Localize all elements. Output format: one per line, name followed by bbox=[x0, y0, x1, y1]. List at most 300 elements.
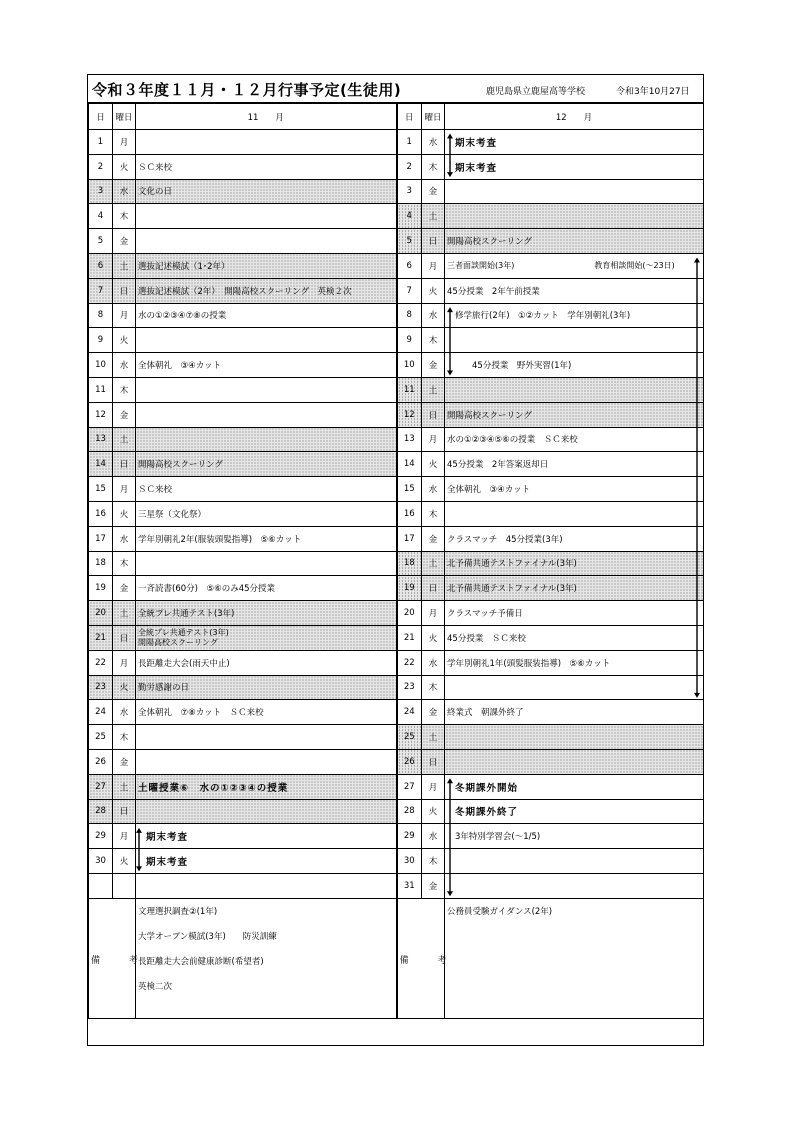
table-row bbox=[89, 551, 704, 576]
dec-event bbox=[445, 749, 704, 774]
nov-event-text: 期末考査 bbox=[146, 857, 189, 868]
nov-event-text: 水の①②③④⑦⑧の授業 bbox=[138, 311, 227, 322]
nov-weekday-text: 木 bbox=[119, 385, 129, 396]
nov-event-text: 一斉読書(60分) ⑤⑥のみ45分授業 bbox=[138, 584, 276, 595]
nov-weekday-text: 水 bbox=[119, 361, 129, 372]
dec-weekday bbox=[422, 824, 445, 849]
table-row bbox=[89, 873, 704, 898]
notes-label-nov bbox=[89, 898, 149, 1018]
dec-weekday-text: 日 bbox=[428, 584, 438, 595]
dec-day bbox=[397, 130, 422, 155]
nov-weekday bbox=[113, 526, 136, 551]
dec-event bbox=[445, 130, 704, 155]
dec-day bbox=[397, 179, 422, 204]
nov-day-text: 23 bbox=[95, 682, 106, 693]
notes-label-dec bbox=[397, 898, 457, 1018]
dec-event-text: 学年別朝礼1年(頭髪服装指導) ⑤⑥カット bbox=[447, 658, 611, 669]
col-header-dow-nov: 曜日 bbox=[113, 104, 136, 130]
nov-day-text: 26 bbox=[95, 756, 106, 767]
nov-event-text: 文化の日 bbox=[138, 187, 173, 198]
dec-event-text: 45分授業 野外実習(1年) bbox=[455, 361, 572, 372]
nov-weekday bbox=[113, 625, 136, 650]
nov-weekday bbox=[113, 551, 136, 576]
table-row bbox=[89, 576, 704, 601]
dec-weekday-text: 土 bbox=[428, 212, 438, 223]
dec-event-text: 終業式 朝課外終了 bbox=[447, 708, 524, 719]
nov-event bbox=[136, 353, 397, 378]
dec-weekday-text: 木 bbox=[428, 857, 438, 867]
dec-event bbox=[445, 873, 704, 898]
dec-day bbox=[397, 576, 422, 601]
dec-weekday-text: 日 bbox=[428, 237, 438, 248]
dec-day-text: 7 bbox=[406, 285, 412, 296]
nov-weekday bbox=[113, 749, 136, 774]
dec-event bbox=[445, 824, 704, 849]
nov-day-text: 19 bbox=[95, 583, 106, 594]
nov-event bbox=[136, 675, 397, 700]
nov-weekday-text: 日 bbox=[119, 460, 129, 471]
dec-weekday-text: 月 bbox=[428, 435, 438, 446]
dec-day-text: 19 bbox=[403, 583, 415, 594]
nov-day bbox=[89, 377, 113, 402]
notes-row bbox=[89, 898, 704, 1018]
nov-day-text: 7 bbox=[97, 285, 104, 296]
dec-weekday-text: 日 bbox=[428, 757, 438, 768]
nov-event bbox=[136, 625, 397, 650]
dec-weekday bbox=[422, 675, 445, 700]
dec-event bbox=[445, 526, 704, 551]
dec-event-text: 開陽高校スクーリング bbox=[447, 237, 532, 248]
dec-day bbox=[397, 427, 422, 452]
nov-weekday bbox=[113, 873, 136, 898]
nov-event-text: 土曜授業⑥ 水の①②③④の授業 bbox=[138, 782, 289, 794]
nov-weekday bbox=[113, 204, 136, 229]
dec-weekday bbox=[422, 253, 445, 278]
dec-day bbox=[397, 675, 422, 700]
dec-day-text: 22 bbox=[403, 657, 415, 668]
table-row bbox=[89, 452, 704, 477]
dec-weekday-text: 金 bbox=[428, 708, 438, 719]
col-header-day-nov: 日 bbox=[89, 104, 113, 130]
dec-day-text: 17 bbox=[403, 533, 415, 544]
nov-weekday bbox=[113, 154, 136, 179]
nov-event-text: 期末考査 bbox=[146, 832, 189, 844]
dec-day bbox=[397, 849, 422, 874]
dec-weekday bbox=[422, 700, 445, 725]
dec-day bbox=[397, 253, 422, 278]
nov-event bbox=[136, 774, 397, 799]
dec-weekday-text: 水 bbox=[428, 311, 438, 322]
nov-day-text: 17 bbox=[95, 533, 106, 544]
nov-day-text: 3 bbox=[97, 186, 104, 197]
dec-weekday-text: 土 bbox=[428, 559, 438, 570]
nov-weekday bbox=[113, 229, 136, 254]
dec-day-text: 9 bbox=[406, 335, 412, 346]
nov-day bbox=[89, 278, 113, 303]
table-row bbox=[89, 402, 704, 427]
nov-day-text: 2 bbox=[97, 161, 104, 172]
nov-event-text: 学年別朝礼2年(服装頭髪指導) ⑤⑥カット bbox=[138, 534, 302, 545]
dec-day-text: 6 bbox=[406, 260, 412, 271]
nov-weekday bbox=[113, 353, 136, 378]
nov-day bbox=[89, 303, 113, 328]
dec-event bbox=[445, 650, 704, 675]
dec-event bbox=[445, 849, 704, 874]
dec-day-text: 16 bbox=[403, 508, 415, 519]
nov-event bbox=[136, 303, 397, 328]
dec-weekday bbox=[422, 353, 445, 378]
dec-weekday bbox=[422, 799, 445, 824]
dec-event bbox=[445, 501, 704, 526]
dec-day-text: 28 bbox=[403, 806, 415, 817]
dec-day bbox=[397, 551, 422, 576]
dec-weekday bbox=[422, 774, 445, 799]
dec-weekday bbox=[422, 303, 445, 328]
table-row bbox=[89, 601, 704, 626]
nov-day bbox=[89, 477, 113, 502]
nov-day-text: 5 bbox=[97, 236, 104, 247]
nov-weekday-text: 火 bbox=[119, 509, 129, 520]
dec-weekday-text: 木 bbox=[428, 509, 438, 520]
dec-day-text: 18 bbox=[403, 558, 415, 569]
dec-weekday bbox=[422, 328, 445, 353]
nov-weekday-text: 木 bbox=[119, 559, 129, 570]
dec-weekday bbox=[422, 130, 445, 155]
nov-weekday-text: 日 bbox=[119, 633, 129, 644]
nov-weekday-text: 火 bbox=[119, 162, 129, 173]
dec-event bbox=[445, 353, 704, 378]
table-row bbox=[89, 278, 704, 303]
nov-weekday-text: 金 bbox=[119, 237, 129, 248]
table-row bbox=[89, 675, 704, 700]
col-header-november: 11 月 bbox=[136, 104, 397, 130]
nov-day-text: 6 bbox=[97, 260, 104, 271]
dec-day bbox=[397, 700, 422, 725]
dec-event-text: 冬期課外終了 bbox=[455, 807, 519, 819]
dec-day bbox=[397, 353, 422, 378]
nov-event bbox=[136, 700, 397, 725]
nov-event-text: 全統プレ共通テスト(3年) bbox=[138, 609, 235, 620]
table-row bbox=[89, 130, 704, 155]
nov-event bbox=[136, 402, 397, 427]
nov-day-text: 10 bbox=[95, 360, 106, 371]
dec-day bbox=[397, 774, 422, 799]
table-row bbox=[89, 377, 704, 402]
dec-event-text bbox=[447, 335, 455, 345]
dec-day-text: 23 bbox=[403, 682, 415, 693]
dec-day bbox=[397, 278, 422, 303]
dec-day-text: 25 bbox=[403, 732, 415, 743]
dec-event bbox=[445, 253, 704, 278]
nov-event bbox=[136, 526, 397, 551]
table-row bbox=[89, 824, 704, 849]
nov-event bbox=[136, 725, 397, 750]
dec-weekday bbox=[422, 278, 445, 303]
nov-event bbox=[136, 650, 397, 675]
nov-weekday bbox=[113, 402, 136, 427]
dec-weekday bbox=[422, 601, 445, 626]
nov-day bbox=[89, 824, 113, 849]
nov-weekday bbox=[113, 576, 136, 601]
note-item: 英検二次 bbox=[138, 981, 173, 992]
nov-day bbox=[89, 551, 113, 576]
dec-weekday-text: 火 bbox=[428, 460, 438, 471]
nov-day-text: 12 bbox=[95, 409, 106, 420]
nov-weekday-text: 月 bbox=[119, 832, 129, 843]
nov-day-text: 13 bbox=[95, 434, 106, 445]
dec-weekday-text: 金 bbox=[428, 534, 438, 545]
nov-day-text: 28 bbox=[95, 806, 106, 817]
table-row bbox=[89, 328, 704, 353]
dec-weekday bbox=[422, 650, 445, 675]
dec-day-text: 14 bbox=[403, 459, 415, 470]
nov-weekday-text: 日 bbox=[119, 807, 129, 818]
dec-event bbox=[445, 402, 704, 427]
table-row bbox=[89, 229, 704, 254]
dec-day-text: 27 bbox=[403, 781, 415, 792]
nov-day-text: 1 bbox=[97, 136, 104, 147]
nov-weekday-text: 金 bbox=[119, 410, 129, 421]
nov-day-text: 11 bbox=[95, 384, 106, 395]
dec-weekday bbox=[422, 427, 445, 452]
nov-day bbox=[89, 526, 113, 551]
dec-weekday-text: 水 bbox=[428, 658, 438, 669]
note-item: 文理選択調査②(1年) bbox=[138, 906, 218, 917]
dec-weekday bbox=[422, 625, 445, 650]
nov-event bbox=[136, 253, 397, 278]
dec-day-text: 1 bbox=[406, 136, 412, 147]
dec-day bbox=[397, 650, 422, 675]
nov-event bbox=[136, 229, 397, 254]
nov-day-text: 27 bbox=[95, 781, 106, 792]
dec-event-text: クラスマッチ 45分授業(3年) bbox=[447, 534, 563, 545]
dec-weekday-text: 金 bbox=[428, 881, 438, 892]
dec-event-text: 期末考査 bbox=[455, 162, 498, 174]
dec-weekday bbox=[422, 229, 445, 254]
dec-day-text: 20 bbox=[403, 608, 415, 619]
table-row bbox=[89, 477, 704, 502]
table-row bbox=[89, 179, 704, 204]
dec-day-text: 30 bbox=[403, 856, 415, 866]
nov-weekday bbox=[113, 501, 136, 526]
nov-weekday bbox=[113, 799, 136, 824]
dec-day bbox=[397, 824, 422, 849]
nov-day bbox=[89, 576, 113, 601]
nov-day bbox=[89, 650, 113, 675]
school-name: 鹿児島県立鹿屋高等学校 bbox=[486, 87, 586, 97]
dec-weekday-text: 月 bbox=[428, 261, 438, 272]
nov-day bbox=[89, 601, 113, 626]
dec-weekday bbox=[422, 873, 445, 898]
nov-day bbox=[89, 725, 113, 750]
dec-day bbox=[397, 303, 422, 328]
nov-event-text: 三星祭（文化祭） bbox=[138, 509, 207, 520]
nov-weekday bbox=[113, 303, 136, 328]
dec-weekday-text: 水 bbox=[428, 137, 438, 148]
dec-event-text bbox=[447, 856, 455, 866]
dec-day bbox=[397, 873, 422, 898]
nov-day-text: 4 bbox=[97, 211, 104, 222]
dec-day-text: 29 bbox=[403, 831, 415, 842]
dec-event bbox=[445, 725, 704, 750]
table-row bbox=[89, 625, 704, 650]
dec-weekday bbox=[422, 477, 445, 502]
nov-day-text: 16 bbox=[95, 508, 106, 519]
dec-day-text: 4 bbox=[406, 211, 412, 222]
dec-day-text: 3 bbox=[406, 186, 412, 197]
nov-event bbox=[136, 601, 397, 626]
nov-weekday-text: 木 bbox=[119, 733, 129, 744]
nov-event bbox=[136, 551, 397, 576]
nov-event bbox=[136, 130, 397, 155]
nov-weekday bbox=[113, 650, 136, 675]
dec-day bbox=[397, 377, 422, 402]
nov-event bbox=[136, 576, 397, 601]
nov-weekday-text: 日 bbox=[119, 286, 129, 297]
dec-day-text: 31 bbox=[403, 880, 415, 891]
nov-weekday bbox=[113, 601, 136, 626]
dec-event-text: 3年特別学習会(～1/5) bbox=[455, 832, 541, 843]
nov-day bbox=[89, 427, 113, 452]
nov-event bbox=[136, 179, 397, 204]
notes-november bbox=[136, 898, 397, 1018]
table-row bbox=[89, 774, 704, 799]
nov-weekday bbox=[113, 774, 136, 799]
nov-event bbox=[136, 328, 397, 353]
nov-weekday-text: 水 bbox=[119, 534, 129, 545]
nov-event-text: ＳＣ来校 bbox=[138, 162, 173, 173]
nov-weekday bbox=[113, 130, 136, 155]
table-row bbox=[89, 501, 704, 526]
nov-weekday-text: 火 bbox=[119, 857, 129, 867]
nov-weekday bbox=[113, 700, 136, 725]
dec-weekday bbox=[422, 576, 445, 601]
dec-event bbox=[445, 204, 704, 229]
dec-event bbox=[445, 427, 704, 452]
nov-event bbox=[136, 204, 397, 229]
nov-event bbox=[136, 377, 397, 402]
nov-event bbox=[136, 278, 397, 303]
dec-weekday-text: 金 bbox=[428, 187, 438, 198]
dec-event-text: 45分授業 2年午前授業 bbox=[447, 286, 540, 297]
dec-weekday bbox=[422, 749, 445, 774]
dec-event bbox=[445, 601, 704, 626]
col-header-december: 12 月 bbox=[445, 104, 704, 130]
table-row bbox=[89, 154, 704, 179]
nov-weekday-text: 木 bbox=[119, 212, 129, 223]
dec-day-text: 24 bbox=[403, 707, 415, 718]
nov-weekday-text: 金 bbox=[119, 757, 129, 768]
note-item: 大学オープン模試(3年) 防災訓練 bbox=[138, 931, 277, 942]
dec-event-text: 期末考査 bbox=[455, 137, 498, 149]
notes-label-text: 備 考 bbox=[399, 955, 457, 966]
nov-day bbox=[89, 774, 113, 799]
nov-weekday-text: 月 bbox=[119, 137, 129, 148]
dec-weekday bbox=[422, 452, 445, 477]
dec-event-text: 北予備共通テストファイナル(3年) bbox=[447, 584, 577, 595]
nov-event bbox=[136, 154, 397, 179]
dec-event bbox=[445, 774, 704, 799]
dec-weekday bbox=[422, 551, 445, 576]
nov-day bbox=[89, 452, 113, 477]
nov-event-text: 選抜記述模試（1･2年） bbox=[138, 261, 230, 272]
dec-weekday-text: 土 bbox=[428, 733, 438, 744]
nov-day-text: 15 bbox=[95, 484, 106, 495]
nov-day-text: 14 bbox=[95, 459, 106, 470]
nov-weekday bbox=[113, 427, 136, 452]
nov-weekday-text: 火 bbox=[119, 336, 129, 347]
table-row bbox=[89, 749, 704, 774]
table-row bbox=[89, 303, 704, 328]
nov-weekday bbox=[113, 377, 136, 402]
note-item: 公務員受験ガイダンス(2年) bbox=[447, 906, 553, 917]
dec-weekday-text: 火 bbox=[428, 807, 438, 818]
nov-day bbox=[89, 402, 113, 427]
nov-day-text: 21 bbox=[95, 632, 106, 643]
nov-day bbox=[89, 130, 113, 155]
nov-event-text: 勤労感謝の日 bbox=[138, 683, 190, 694]
dec-weekday-text: 木 bbox=[428, 336, 438, 347]
nov-day-text: 9 bbox=[97, 335, 104, 346]
dec-weekday-text: 金 bbox=[428, 361, 438, 372]
nov-event bbox=[136, 873, 397, 898]
nov-day bbox=[89, 799, 113, 824]
table-row bbox=[89, 799, 704, 824]
nov-weekday bbox=[113, 278, 136, 303]
dec-event-text: 45分授業 2年答案返却日 bbox=[447, 460, 549, 471]
nov-weekday-text: 火 bbox=[119, 683, 129, 694]
nov-day bbox=[89, 179, 113, 204]
dec-day-text: 5 bbox=[406, 236, 412, 247]
dec-event bbox=[445, 377, 704, 402]
note-item: 長距離走大会前健康診断(希望者) bbox=[138, 956, 264, 967]
nov-weekday-text: 水 bbox=[119, 187, 129, 198]
dec-event-text: 開陽高校スクーリング bbox=[447, 410, 532, 421]
dec-weekday bbox=[422, 377, 445, 402]
dec-day-text: 11 bbox=[403, 384, 415, 395]
dec-weekday bbox=[422, 849, 445, 874]
col-header-day-dec: 日 bbox=[397, 104, 422, 130]
nov-event bbox=[136, 799, 397, 824]
dec-event bbox=[445, 452, 704, 477]
schedule-sheet bbox=[87, 74, 704, 1046]
dec-weekday bbox=[422, 501, 445, 526]
dec-weekday-text: 火 bbox=[428, 286, 438, 297]
nov-day bbox=[89, 253, 113, 278]
nov-weekday-text: 金 bbox=[119, 584, 129, 595]
nov-event bbox=[136, 501, 397, 526]
dec-weekday bbox=[422, 154, 445, 179]
nov-weekday bbox=[113, 675, 136, 700]
nov-day bbox=[89, 625, 113, 650]
nov-day-text: 24 bbox=[95, 707, 106, 718]
nov-event-text-2: 開陽高校スクーリング bbox=[138, 637, 218, 647]
dec-event-text: クラスマッチ予備日 bbox=[447, 609, 523, 620]
nov-day bbox=[89, 229, 113, 254]
dec-weekday-text: 水 bbox=[428, 832, 438, 843]
dec-day-text: 15 bbox=[403, 484, 415, 495]
nov-weekday-text: 土 bbox=[119, 782, 129, 793]
col-header-dow-dec: 曜日 bbox=[422, 104, 445, 130]
dec-event-text: 水の①②③④⑤⑥の授業 ＳＣ来校 bbox=[447, 435, 578, 446]
issue-date: 令和3年10月27日 bbox=[616, 87, 690, 97]
nov-weekday bbox=[113, 477, 136, 502]
dec-weekday bbox=[422, 402, 445, 427]
nov-day bbox=[89, 873, 113, 898]
table-row bbox=[89, 700, 704, 725]
nov-weekday-text: 月 bbox=[119, 485, 129, 496]
notes-label-text: 備 考 bbox=[91, 955, 149, 966]
